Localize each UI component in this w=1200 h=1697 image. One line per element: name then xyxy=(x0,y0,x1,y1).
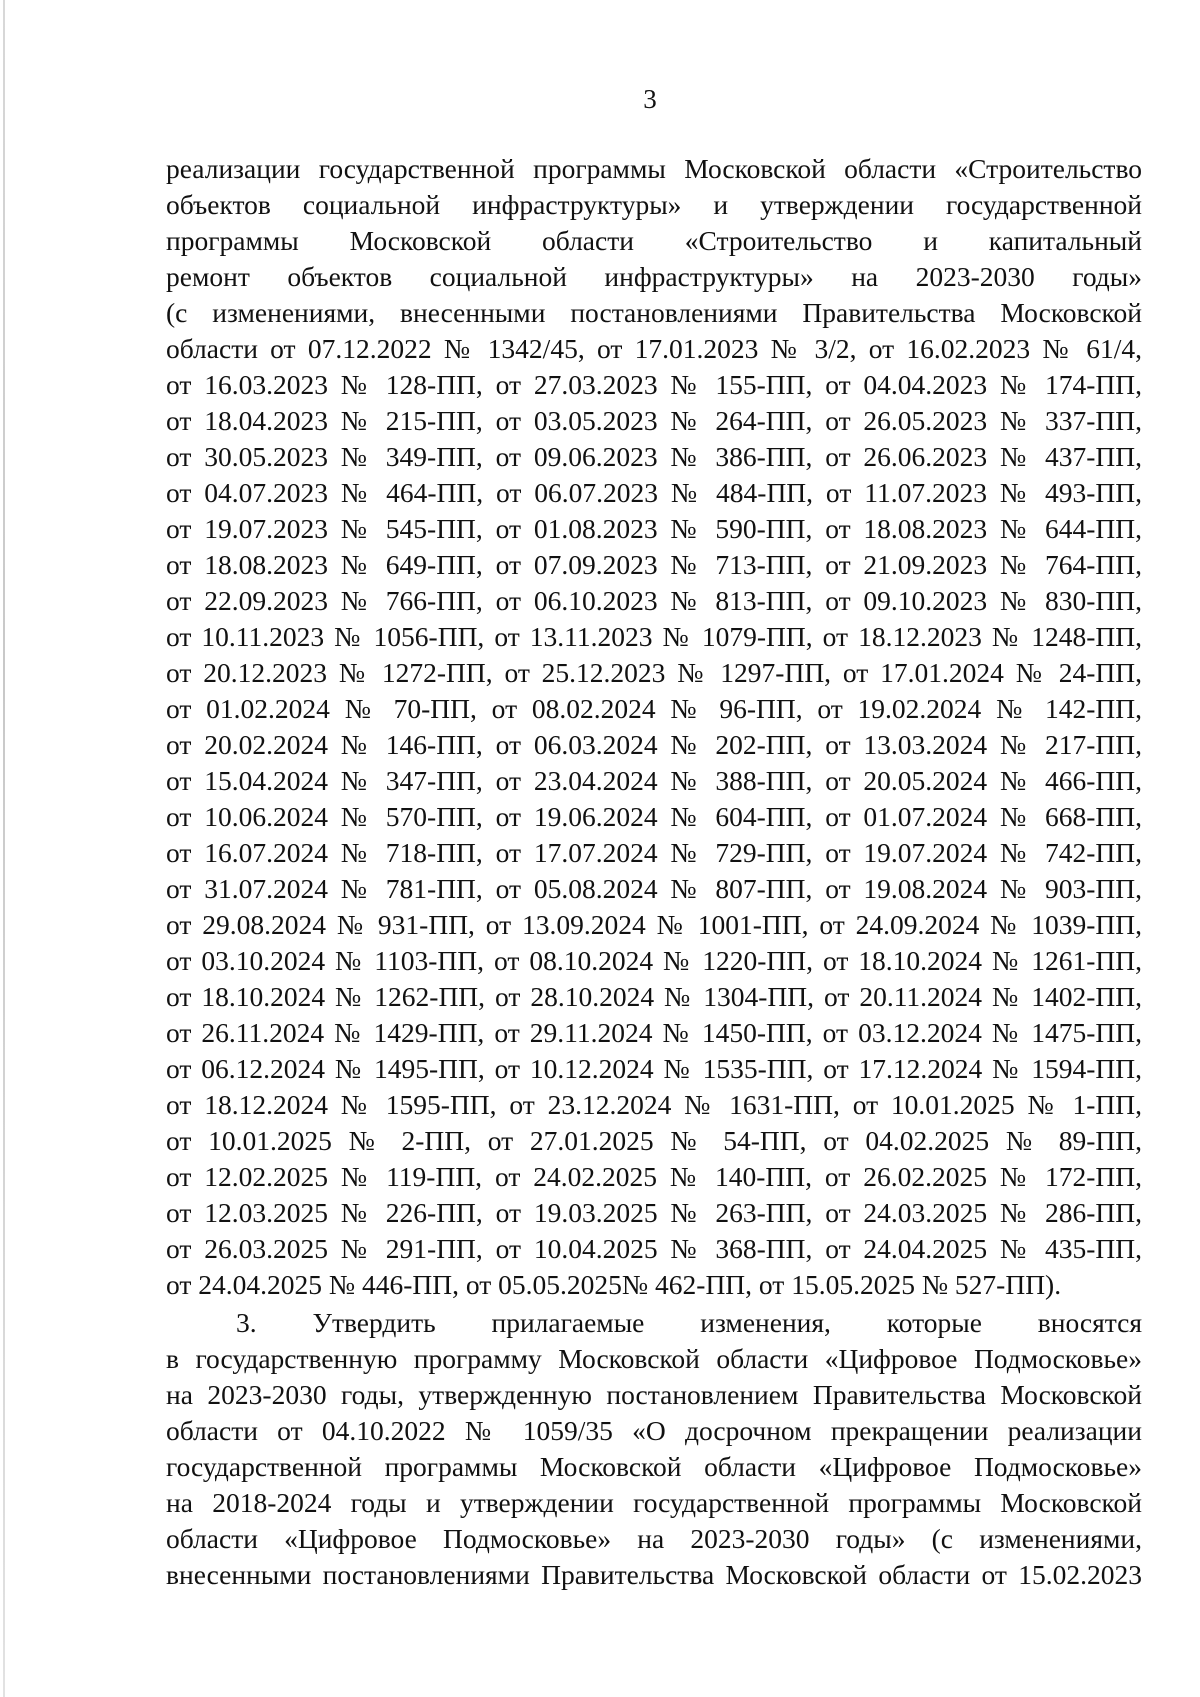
scan-left-edge xyxy=(3,0,5,1697)
text-line: от 12.03.2025 № 226-ПП, от 19.03.2025 № 263-ПП, от 24.03.2025 № 286-ПП, xyxy=(166,1197,1142,1228)
text-line: внесенными постановлениями Правительства Московской области от 15.02.2023 xyxy=(166,1559,1142,1590)
text-line: от 26.03.2025 № 291-ПП, от 10.04.2025 № 368-ПП, от 24.04.2025 № 435-ПП, xyxy=(166,1233,1142,1264)
text-line: на 2023-2030 годы, утвержденную постановлением Правительства Московской xyxy=(166,1379,1142,1410)
text-line: 3. Утвердить прилагаемые изменения, которые вносятся xyxy=(236,1307,1142,1338)
text-line: от 10.11.2023 № 1056-ПП, от 13.11.2023 № 1079-ПП, от 18.12.2023 № 1248-ПП, xyxy=(166,621,1142,652)
text-line: объектов социальной инфраструктуры» и утверждении государственной xyxy=(166,189,1142,220)
text-line: от 20.12.2023 № 1272-ПП, от 25.12.2023 № 1297-ПП, от 17.01.2024 № 24-ПП, xyxy=(166,657,1142,688)
paragraph-amendments-list xyxy=(166,151,1142,1303)
text-line: на 2018-2024 годы и утверждении государственной программы Московской xyxy=(166,1487,1142,1518)
text-line: от 31.07.2024 № 781-ПП, от 05.08.2024 № 807-ПП, от 19.08.2024 № 903-ПП, xyxy=(166,873,1142,904)
text-line: реализации государственной программы Московской области «Строительство xyxy=(166,153,1142,184)
text-line: от 18.12.2024 № 1595-ПП, от 23.12.2024 № 1631-ПП, от 10.01.2025 № 1-ПП, xyxy=(166,1089,1142,1120)
text-line: в государственную программу Московской области «Цифровое Подмосковье» xyxy=(166,1343,1142,1374)
text-line: от 18.10.2024 № 1262-ПП, от 28.10.2024 № 1304-ПП, от 20.11.2024 № 1402-ПП, xyxy=(166,981,1142,1012)
text-line: от 30.05.2023 № 349-ПП, от 09.06.2023 № 386-ПП, от 26.06.2023 № 437-ПП, xyxy=(166,441,1142,472)
text-line: государственной программы Московской области «Цифровое Подмосковье» xyxy=(166,1451,1142,1482)
document-body xyxy=(166,151,1142,1593)
text-line: от 15.04.2024 № 347-ПП, от 23.04.2024 № 388-ПП, от 20.05.2024 № 466-ПП, xyxy=(166,765,1142,796)
text-line: от 16.07.2024 № 718-ПП, от 17.07.2024 № 729-ПП, от 19.07.2024 № 742-ПП, xyxy=(166,837,1142,868)
text-line: области «Цифровое Подмосковье» на 2023-2030 годы» (с изменениями, xyxy=(166,1523,1142,1554)
text-line: от 19.07.2023 № 545-ПП, от 01.08.2023 № 590-ПП, от 18.08.2023 № 644-ПП, xyxy=(166,513,1142,544)
text-line: от 12.02.2025 № 119-ПП, от 24.02.2025 № 140-ПП, от 26.02.2025 № 172-ПП, xyxy=(166,1161,1142,1192)
text-line: от 29.08.2024 № 931-ПП, от 13.09.2024 № 1001-ПП, от 24.09.2024 № 1039-ПП, xyxy=(166,909,1142,940)
text-line: от 18.04.2023 № 215-ПП, от 03.05.2023 № 264-ПП, от 26.05.2023 № 337-ПП, xyxy=(166,405,1142,436)
text-line: области от 04.10.2022 № 1059/35 «О досрочном прекращении реализации xyxy=(166,1415,1142,1446)
text-line: ремонт объектов социальной инфраструктуры» на 2023-2030 годы» xyxy=(166,261,1142,292)
text-line: (с изменениями, внесенными постановлениями Правительства Московской xyxy=(166,297,1142,328)
text-line: от 18.08.2023 № 649-ПП, от 07.09.2023 № 713-ПП, от 21.09.2023 № 764-ПП, xyxy=(166,549,1142,580)
text-line: от 16.03.2023 № 128-ПП, от 27.03.2023 № 155-ПП, от 04.04.2023 № 174-ПП, xyxy=(166,369,1142,400)
text-line: программы Московской области «Строительство и капитальный xyxy=(166,225,1142,256)
paragraph-item-3 xyxy=(166,1305,1142,1593)
text-line: от 24.04.2025 № 446-ПП, от 05.05.2025№ 462-ПП, от 15.05.2025 № 527-ПП). xyxy=(166,1269,1062,1300)
text-line: от 01.02.2024 № 70-ПП, от 08.02.2024 № 96-ПП, от 19.02.2024 № 142-ПП, xyxy=(166,693,1142,724)
text-line: от 26.11.2024 № 1429-ПП, от 29.11.2024 № 1450-ПП, от 03.12.2024 № 1475-ПП, xyxy=(166,1017,1142,1048)
text-line: от 20.02.2024 № 146-ПП, от 06.03.2024 № 202-ПП, от 13.03.2024 № 217-ПП, xyxy=(166,729,1142,760)
text-line: от 10.01.2025 № 2-ПП, от 27.01.2025 № 54-ПП, от 04.02.2025 № 89-ПП, xyxy=(166,1125,1142,1156)
text-line: от 06.12.2024 № 1495-ПП, от 10.12.2024 № 1535-ПП, от 17.12.2024 № 1594-ПП, xyxy=(166,1053,1142,1084)
text-line: от 03.10.2024 № 1103-ПП, от 08.10.2024 № 1220-ПП, от 18.10.2024 № 1261-ПП, xyxy=(166,945,1142,976)
text-line: от 10.06.2024 № 570-ПП, от 19.06.2024 № 604-ПП, от 01.07.2024 № 668-ПП, xyxy=(166,801,1142,832)
text-line: от 22.09.2023 № 766-ПП, от 06.10.2023 № 813-ПП, от 09.10.2023 № 830-ПП, xyxy=(166,585,1142,616)
text-line: области от 07.12.2022 № 1342/45, от 17.01.2023 № 3/2, от 16.02.2023 № 61/4, xyxy=(166,333,1142,364)
text-line: от 04.07.2023 № 464-ПП, от 06.07.2023 № 484-ПП, от 11.07.2023 № 493-ПП, xyxy=(166,477,1142,508)
page-number: 3 xyxy=(643,84,657,114)
